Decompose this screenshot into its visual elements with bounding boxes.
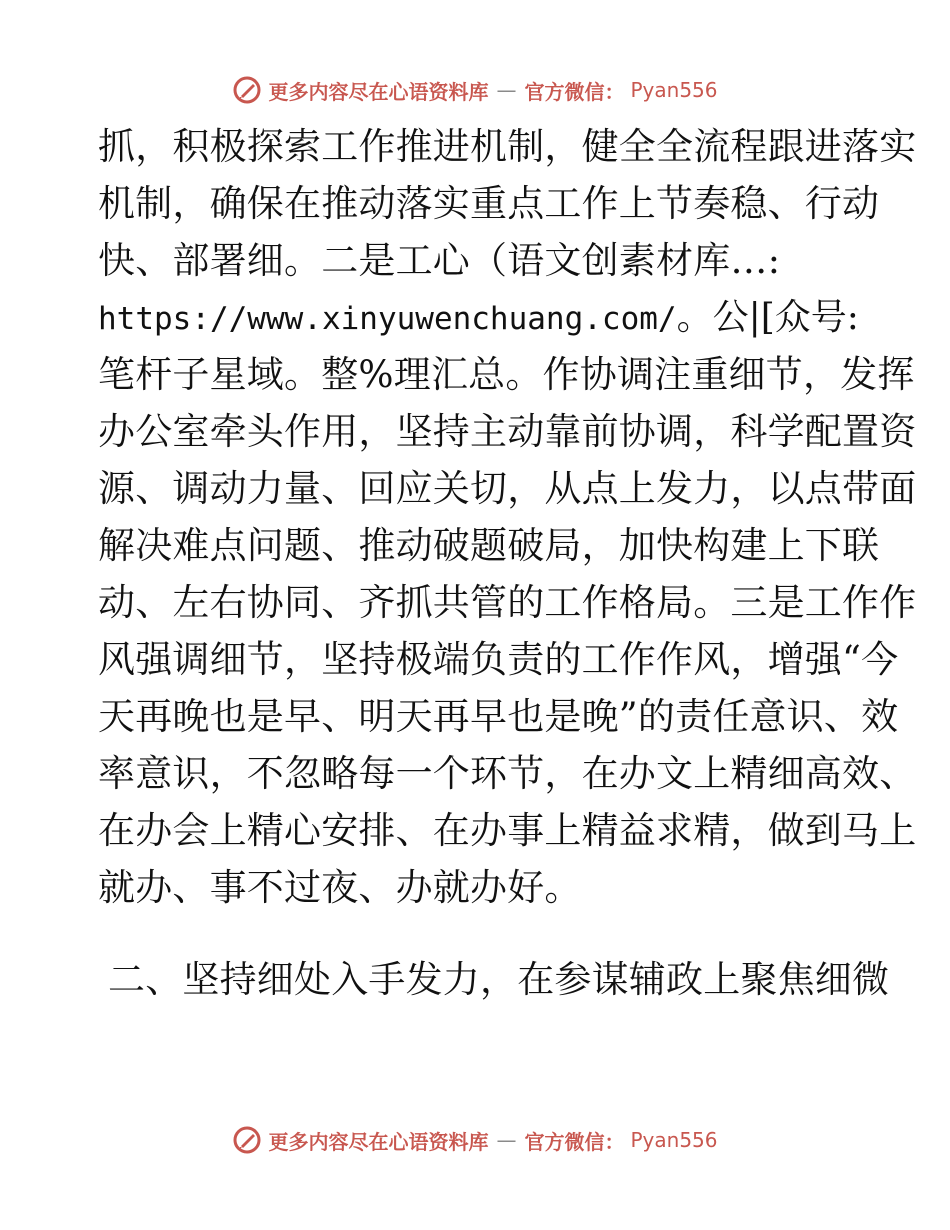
body-line: 动、左右协同、齐抓共管的工作格局。三是工作作 (98, 581, 917, 624)
header-banner (0, 70, 950, 110)
body-url-line (98, 289, 858, 346)
section-heading: 二、坚持细处入手发力，在参谋辅政上聚焦细微 (108, 958, 890, 1001)
body-line: 解决难点问题、推动破题破局，加快构建上下联 (98, 524, 880, 567)
footer-banner (0, 1120, 950, 1160)
footer-banner-inner (232, 1125, 717, 1155)
body-line: 抓，积极探索工作推进机制，健全全流程跟进落实 (98, 125, 917, 168)
body-line: 快、部署细。二是工心（语文创素材库…: (98, 239, 781, 282)
footer-wechat-label: 官方微信： (524, 1129, 625, 1154)
body-line: 办公室牵头作用，坚持主动靠前协调，科学配置资 (98, 410, 917, 453)
body-url-suffix: 。公|[众号: (676, 297, 859, 338)
pen-circle-logo-icon (232, 1125, 262, 1155)
pen-circle-logo-icon (232, 75, 262, 105)
header-banner-inner (232, 75, 717, 105)
body-line: 机制，确保在推动落实重点工作上节奏稳、行动 (98, 182, 880, 225)
footer-wechat-id: Pyan556 (630, 1128, 718, 1152)
footer-site-text: 更多内容尽在心语资料库 (268, 1129, 489, 1154)
header-separator: — (496, 78, 517, 102)
body-line: 源、调动力量、回应关切，从点上发力，以点带面 (98, 467, 917, 510)
footer-separator: — (496, 1128, 517, 1152)
body-line: 笔杆子星域。整%理汇总。作协调注重细节，发挥 (98, 353, 915, 396)
body-line: 风强调细节，坚持极端负责的工作作风，增强“今 (98, 638, 899, 681)
body-line: 率意识，不忽略每一个环节，在办文上精细高效、 (98, 752, 917, 795)
body-url: https://www.xinyuwenchuang.com/ (98, 301, 677, 337)
body-line: 就办、事不过夜、办就办好。 (98, 866, 582, 909)
body-paragraph (98, 118, 917, 916)
header-site-text: 更多内容尽在心语资料库 (268, 79, 489, 104)
header-wechat-label: 官方微信： (524, 79, 625, 104)
header-wechat-id: Pyan556 (630, 78, 718, 102)
body-line: 天再晚也是早、明天再早也是晚”的责任意识、效 (98, 695, 899, 738)
body-line: 在办会上精心安排、在办事上精益求精，做到马上 (98, 809, 917, 852)
